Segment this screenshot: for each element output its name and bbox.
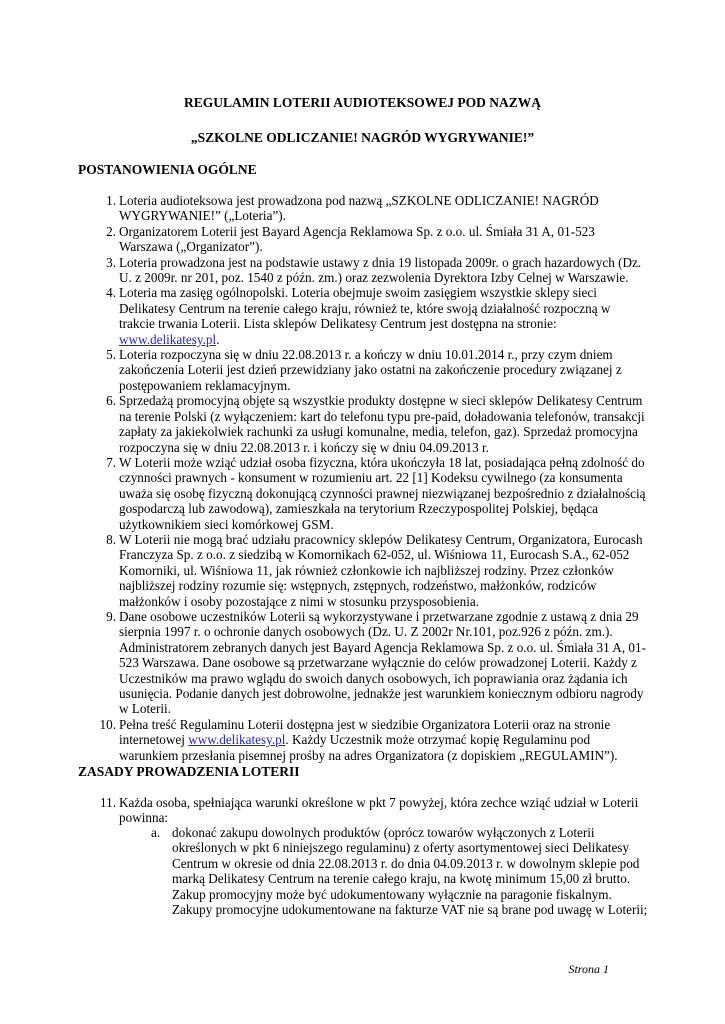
list-item: 4. Loteria ma zasięg ogólnopolski. Loteria obejmuje swoim zasięgiem wszystkie sklepy sieci Delikatesy Centrum na terenie całego kraju, również te, które swoją działalność rozpoczną w trakcie trwania Loterii. Lista sklepów Delikatesy Centrum jest dostępna na stronie: www.delikatesy.pl.	[106, 285, 611, 347]
list-item: 1. Loteria audioteksowa jest prowadzona pod nazwą „SZKOLNE ODLICZANIE! NAGRÓD WYGRYWANIE!” („Loteria”).	[106, 193, 599, 224]
list-item: 2. Organizatorem Loterii jest Bayard Agencja Reklamowa Sp. z o.o. ul. Śmiała 31 A, 01-523 Warszawa („Organizator”).	[106, 223, 595, 255]
document-title-line-2: „SZKOLNE ODLICZANIE! NAGRÓD WYGRYWANIE!”	[190, 130, 535, 145]
list-item: 8. W Loterii nie mogą brać udziału pracownicy sklepów Delikatesy Centrum, Organizatora, Eurocash Franczyza Sp. z o.o. z siedzibą w Komornikach 62-052, ul. Wiśniowa 11, Eurocash S.A., 62-052 Komorniki, ul. Wiśniowa 11, jak również członkowie ich najbliższej rodziny. Przez członków najbliższej rodziny rozumie się: wstępnych, zstępnych, rodzeństwo, małżonków, rodziców małżonków i osoby pozostające z nimi w stosunku przysposobienia.	[106, 531, 643, 609]
website-link[interactable]: www.delikatesy.pl	[119, 331, 217, 347]
list-item: 11. Każda osoba, spełniająca warunki określone w pkt 7 powyżej, która zechce wziąć udział w Loterii powinna:	[100, 795, 639, 826]
list-item: 10. Pełna treść Regulaminu Loterii dostępna jest w siedzibie Organizatora Loterii oraz na stronie internetowej www.delikatesy.pl. Każdy Uczestnik może otrzymać kopię Regulaminu pod warunkiem przesłania pisemnej prośby na adres Organizatora (z dopiskiem „REGULAMIN”).	[99, 716, 618, 763]
list-item: 7. W Loterii może wziąć udział osoba fizyczna, która ukończyła 18 lat, posiadająca pełną zdolność do czynności prawnych - konsument w rozumieniu art. 22 [1] Kodeksu cywilnego (za konsumenta uważa się osobę fizyczną dokonującą czynności prawnej niezwiązanej bezpośrednio z działalnością gospodarczą lub zawodową), zamieszkała na terytorium Rzeczypospolitej Polskiej, będąca użytkownikiem sieci komórkowej GSM.	[106, 454, 646, 532]
general-provisions-list	[99, 193, 649, 763]
list-item: 5. Loteria rozpoczyna się w dniu 22.08.2013 r. a kończy w dniu 10.01.2014 r., przy czym dniem zakończenia Loterii jest dzień przewidziany jako ostatni na zakończenie procedury związanej z postępowaniem reklamacyjnym.	[106, 347, 622, 393]
page-number: Strona 1	[568, 962, 609, 976]
section-heading-general: POSTANOWIENIA OGÓLNE	[78, 162, 257, 177]
document-title-line-1: REGULAMIN LOTERII AUDIOTEKSOWEJ POD NAZWĄ	[183, 95, 542, 110]
sub-list-item: a. dokonać zakupu dowolnych produktów (oprócz towarów wyłączonych z Loterii określonych w pkt 6 niniejszego regulaminu) z oferty asortymentowej sieci Delikatesy Centrum w okresie od dnia 22.08.2013 r. do dnia 04.09.2013 r. w dowolnym sklepie pod marką Delikatesy Centrum na terenie całego kraju, na kwotę minimum 15,00 zł brutto. Zakup promocyjny może być udokumentowany wyłącznie na paragonie fiskalnym. Zakupy promocyjne udokumentowane na fakturze VAT nie są brane pod uwagę w Loterii;	[151, 825, 648, 918]
list-item: 6. Sprzedażą promocyjną objęte są wszystkie produkty dostępne w sieci sklepów Delikatesy Centrum na terenie Polski (z wyłączeniem: kart do telefonu typu pre-paid, doładowania telefonów, transakcji zapłaty za jakiekolwiek rachunki za usługi komunalne, media, telefon, gaz). Sprzedaż promocyjna rozpoczyna się w dniu 22.08.2013 r. i kończy się w dniu 04.09.2013 r.	[106, 393, 645, 455]
list-item: 9. Dane osobowe uczestników Loterii są wykorzystywane i przetwarzane zgodnie z ustawą z dnia 29 sierpnia 1997 r. o ochronie danych osobowych (Dz. U. Z 2002r Nr.101, poz.926 z późn. zm.). Administratorem zebranych danych jest Bayard Agencja Reklamowa Sp. z o.o. ul. Śmiała 31 A, 01-523 Warszawa. Dane osobowe są przetwarzane wyłącznie do celów prowadzonej Loterii. Każdy z Uczestników ma prawo wglądu do swoich danych osobowych, ich poprawiania oraz żądania ich usunięcia. Podanie danych jest dobrowolne, jednakże jest warunkiem koniecznym odbioru nagrody w Loterii.	[106, 608, 647, 717]
website-link[interactable]: www.delikatesy.pl	[188, 732, 286, 748]
lottery-rules-list	[100, 795, 649, 826]
list-item: 3. Loteria prowadzona jest na podstawie ustawy z dnia 19 listopada 2009r. o grach hazardowych (Dz. U. z 2009r. nr 201, poz. 1540 z późn. zm.) oraz zezwolenia Dyrektora Izby Celnej w Warszawie.	[106, 254, 642, 286]
section-heading-rules: ZASADY PROWADZENIA LOTERII	[78, 764, 300, 779]
